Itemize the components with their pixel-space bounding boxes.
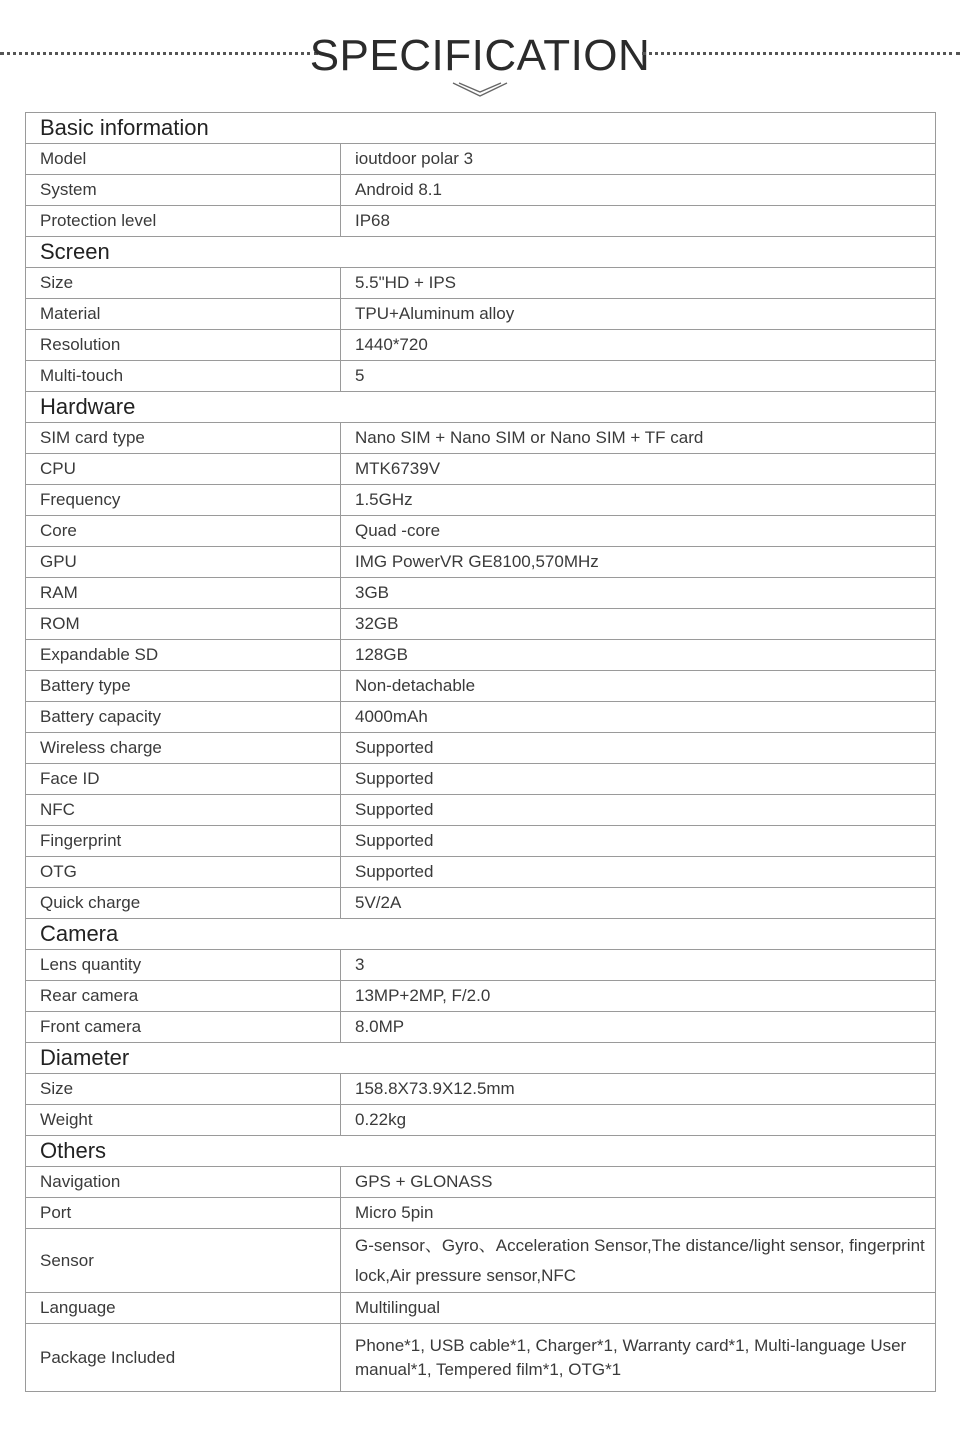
table-row — [26, 764, 936, 795]
table-row — [26, 1293, 936, 1324]
section-header-row — [26, 1136, 936, 1167]
table-row — [26, 454, 936, 485]
spec-label: Sensor — [26, 1229, 341, 1293]
section-header-row — [26, 237, 936, 268]
table-row — [26, 1012, 936, 1043]
spec-value: Supported — [341, 826, 936, 857]
spec-label: Face ID — [26, 764, 341, 795]
spec-value: ioutdoor polar 3 — [341, 144, 936, 175]
spec-label: Rear camera — [26, 981, 341, 1012]
spec-value: 1440*720 — [341, 330, 936, 361]
spec-label: Protection level — [26, 206, 341, 237]
spec-value: Micro 5pin — [341, 1198, 936, 1229]
spec-value: 0.22kg — [341, 1105, 936, 1136]
spec-label: Size — [26, 1074, 341, 1105]
table-row — [26, 1198, 936, 1229]
dotted-divider-right — [642, 52, 960, 55]
table-row — [26, 144, 936, 175]
table-row — [26, 795, 936, 826]
spec-label: OTG — [26, 857, 341, 888]
spec-value: 1.5GHz — [341, 485, 936, 516]
table-row — [26, 950, 936, 981]
spec-value: 128GB — [341, 640, 936, 671]
spec-value: Android 8.1 — [341, 175, 936, 206]
spec-label: Quick charge — [26, 888, 341, 919]
page-title: SPECIFICATION — [309, 31, 651, 80]
table-row — [26, 330, 936, 361]
spec-value: GPS + GLONASS — [341, 1167, 936, 1198]
spec-label: Multi-touch — [26, 361, 341, 392]
spec-value: MTK6739V — [341, 454, 936, 485]
spec-label: CPU — [26, 454, 341, 485]
spec-table — [25, 112, 936, 1392]
spec-value: 3 — [341, 950, 936, 981]
table-row — [26, 857, 936, 888]
spec-value: Phone*1, USB cable*1, Charger*1, Warranty card*1, Multi-language User manual*1, Tempered film*1, OTG*1 — [341, 1324, 936, 1392]
table-row — [26, 1074, 936, 1105]
chevron-down-icon — [450, 80, 510, 100]
table-row — [26, 206, 936, 237]
spec-value: 4000mAh — [341, 702, 936, 733]
table-row — [26, 423, 936, 454]
spec-value: 5V/2A — [341, 888, 936, 919]
spec-label: Battery capacity — [26, 702, 341, 733]
spec-value: Supported — [341, 733, 936, 764]
section-title: Others — [26, 1136, 936, 1167]
spec-label: SIM card type — [26, 423, 341, 454]
spec-label: NFC — [26, 795, 341, 826]
spec-label: GPU — [26, 547, 341, 578]
spec-header — [0, 0, 960, 112]
spec-label: Frequency — [26, 485, 341, 516]
table-row — [26, 547, 936, 578]
section-header-row — [26, 919, 936, 950]
spec-value: TPU+Aluminum alloy — [341, 299, 936, 330]
spec-label: Language — [26, 1293, 341, 1324]
section-title: Diameter — [26, 1043, 936, 1074]
spec-value: 5 — [341, 361, 936, 392]
spec-label: Front camera — [26, 1012, 341, 1043]
spec-label: Expandable SD — [26, 640, 341, 671]
table-row — [26, 175, 936, 206]
table-row — [26, 609, 936, 640]
table-row — [26, 1324, 936, 1392]
section-title: Hardware — [26, 392, 936, 423]
table-row — [26, 1105, 936, 1136]
spec-label: Package Included — [26, 1324, 341, 1392]
table-row — [26, 826, 936, 857]
spec-label: Material — [26, 299, 341, 330]
spec-value: Supported — [341, 857, 936, 888]
spec-table-body — [26, 113, 936, 1392]
spec-label: Port — [26, 1198, 341, 1229]
spec-value: IP68 — [341, 206, 936, 237]
table-row — [26, 640, 936, 671]
spec-value: Quad -core — [341, 516, 936, 547]
spec-label: Core — [26, 516, 341, 547]
section-title: Basic information — [26, 113, 936, 144]
section-header-row — [26, 113, 936, 144]
spec-label: ROM — [26, 609, 341, 640]
spec-label: Size — [26, 268, 341, 299]
table-row — [26, 888, 936, 919]
spec-label: Fingerprint — [26, 826, 341, 857]
spec-label: Wireless charge — [26, 733, 341, 764]
spec-value: 3GB — [341, 578, 936, 609]
spec-label: Weight — [26, 1105, 341, 1136]
spec-value: 5.5"HD + IPS — [341, 268, 936, 299]
spec-value: 158.8X73.9X12.5mm — [341, 1074, 936, 1105]
spec-value: Nano SIM + Nano SIM or Nano SIM + TF card — [341, 423, 936, 454]
section-title: Camera — [26, 919, 936, 950]
table-row — [26, 299, 936, 330]
table-row — [26, 671, 936, 702]
section-header-row — [26, 1043, 936, 1074]
spec-label: System — [26, 175, 341, 206]
table-row — [26, 485, 936, 516]
spec-value: Multilingual — [341, 1293, 936, 1324]
table-row — [26, 1229, 936, 1293]
section-header-row — [26, 392, 936, 423]
spec-label: Lens quantity — [26, 950, 341, 981]
spec-value: Non-detachable — [341, 671, 936, 702]
spec-value: Supported — [341, 795, 936, 826]
table-row — [26, 981, 936, 1012]
spec-label: Navigation — [26, 1167, 341, 1198]
table-row — [26, 361, 936, 392]
spec-value: 13MP+2MP, F/2.0 — [341, 981, 936, 1012]
spec-value: 32GB — [341, 609, 936, 640]
spec-value: 8.0MP — [341, 1012, 936, 1043]
spec-value: Supported — [341, 764, 936, 795]
spec-label: Resolution — [26, 330, 341, 361]
section-title: Screen — [26, 237, 936, 268]
spec-value: IMG PowerVR GE8100,570MHz — [341, 547, 936, 578]
table-row — [26, 578, 936, 609]
table-row — [26, 733, 936, 764]
spec-value: G-sensor、Gyro、Acceleration Sensor,The distance/light sensor, fingerprint lock,Air pressure sensor,NFC — [341, 1229, 936, 1293]
table-row — [26, 702, 936, 733]
spec-label: Model — [26, 144, 341, 175]
spec-label: RAM — [26, 578, 341, 609]
spec-label: Battery type — [26, 671, 341, 702]
table-row — [26, 268, 936, 299]
table-row — [26, 516, 936, 547]
table-row — [26, 1167, 936, 1198]
